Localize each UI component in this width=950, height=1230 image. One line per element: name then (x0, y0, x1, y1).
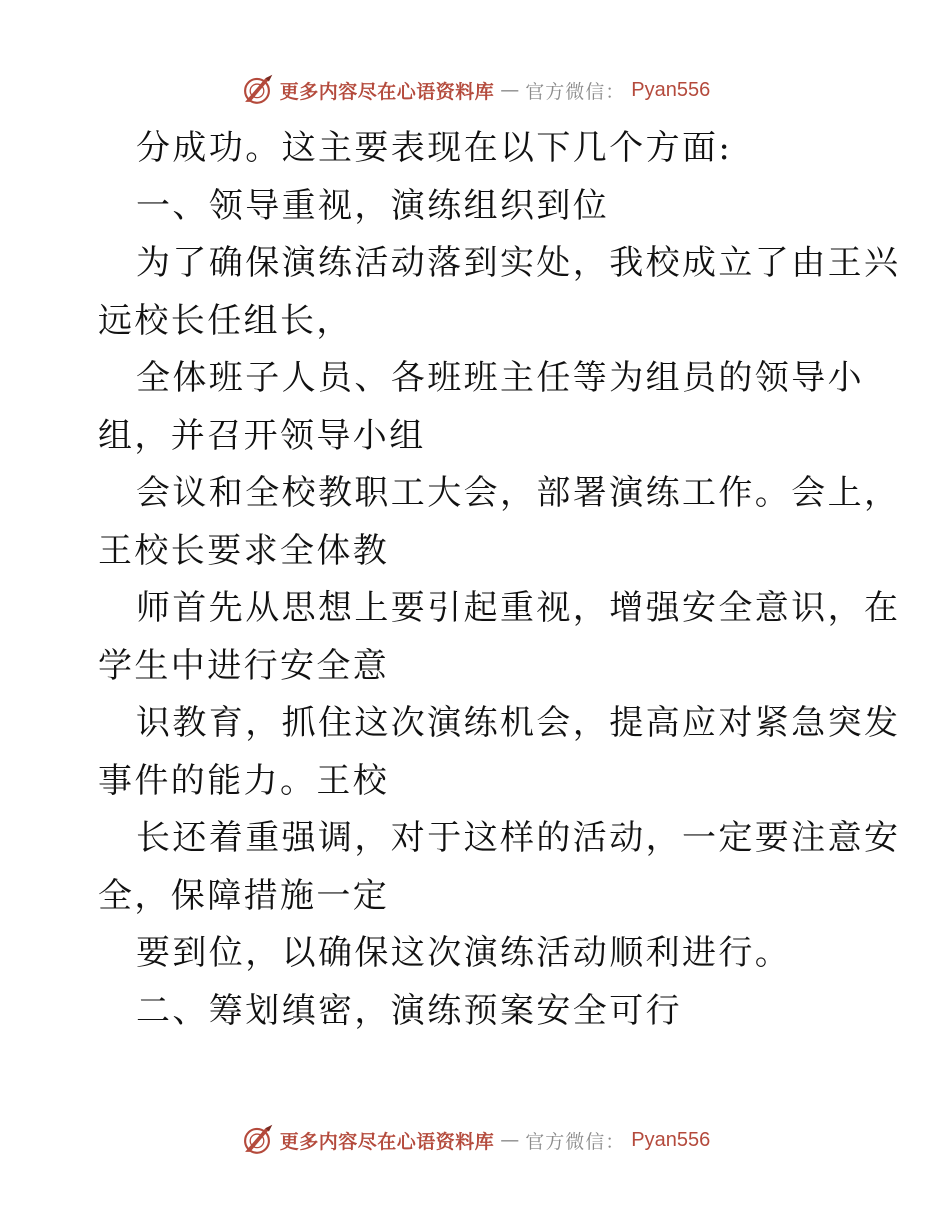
header-watermark (0, 70, 950, 110)
watermark-main-text: 更多内容尽在心语资料库 (279, 1130, 495, 1153)
watermark-wechat-id: Pyan556 (631, 1128, 711, 1151)
text-line: 识教育，抓住这次演练机会，提高应对紧急突发 (136, 703, 901, 743)
watermark-separator: — (500, 79, 520, 101)
watermark-sub-text: 官方微信： (525, 80, 626, 103)
watermark-main-text: 更多内容尽在心语资料库 (279, 80, 495, 103)
section-heading: 二、筹划缜密，演练预案安全可行 (136, 990, 682, 1031)
text-line: 分成功。这主要表现在以下几个方面: (136, 128, 733, 168)
section-heading: 一、领导重视，演练组织到位 (136, 185, 610, 226)
text-line: 师首先从思想上要引起重视，增强安全意识，在 (136, 588, 901, 628)
watermark-sub-text: 官方微信： (525, 1130, 626, 1153)
watermark-separator: — (500, 1129, 520, 1151)
text-line: 事件的能力。王校 (98, 760, 390, 801)
text-line: 远校长任组长， (98, 300, 353, 341)
quill-pen-logo-icon (240, 73, 274, 107)
text-line: 要到位，以确保这次演练活动顺利进行。 (136, 933, 792, 973)
document-body (98, 120, 901, 1040)
text-line: 长还着重强调，对于这样的活动，一定要注意安 (136, 818, 901, 858)
text-line: 全，保障措施一定 (98, 875, 390, 916)
text-line: 学生中进行安全意 (98, 645, 390, 686)
quill-pen-logo-icon (240, 1123, 274, 1157)
text-line: 王校长要求全体教 (98, 530, 390, 571)
text-line: 为了确保演练活动落到实处，我校成立了由王兴 (136, 243, 901, 283)
footer-watermark (0, 1120, 950, 1160)
text-line: 全体班子人员、各班班主任等为组员的领导小 (136, 358, 864, 398)
text-line: 会议和全校教职工大会，部署演练工作。会上， (136, 473, 901, 513)
text-line: 组，并召开领导小组 (98, 415, 426, 456)
watermark-wechat-id: Pyan556 (631, 78, 711, 101)
